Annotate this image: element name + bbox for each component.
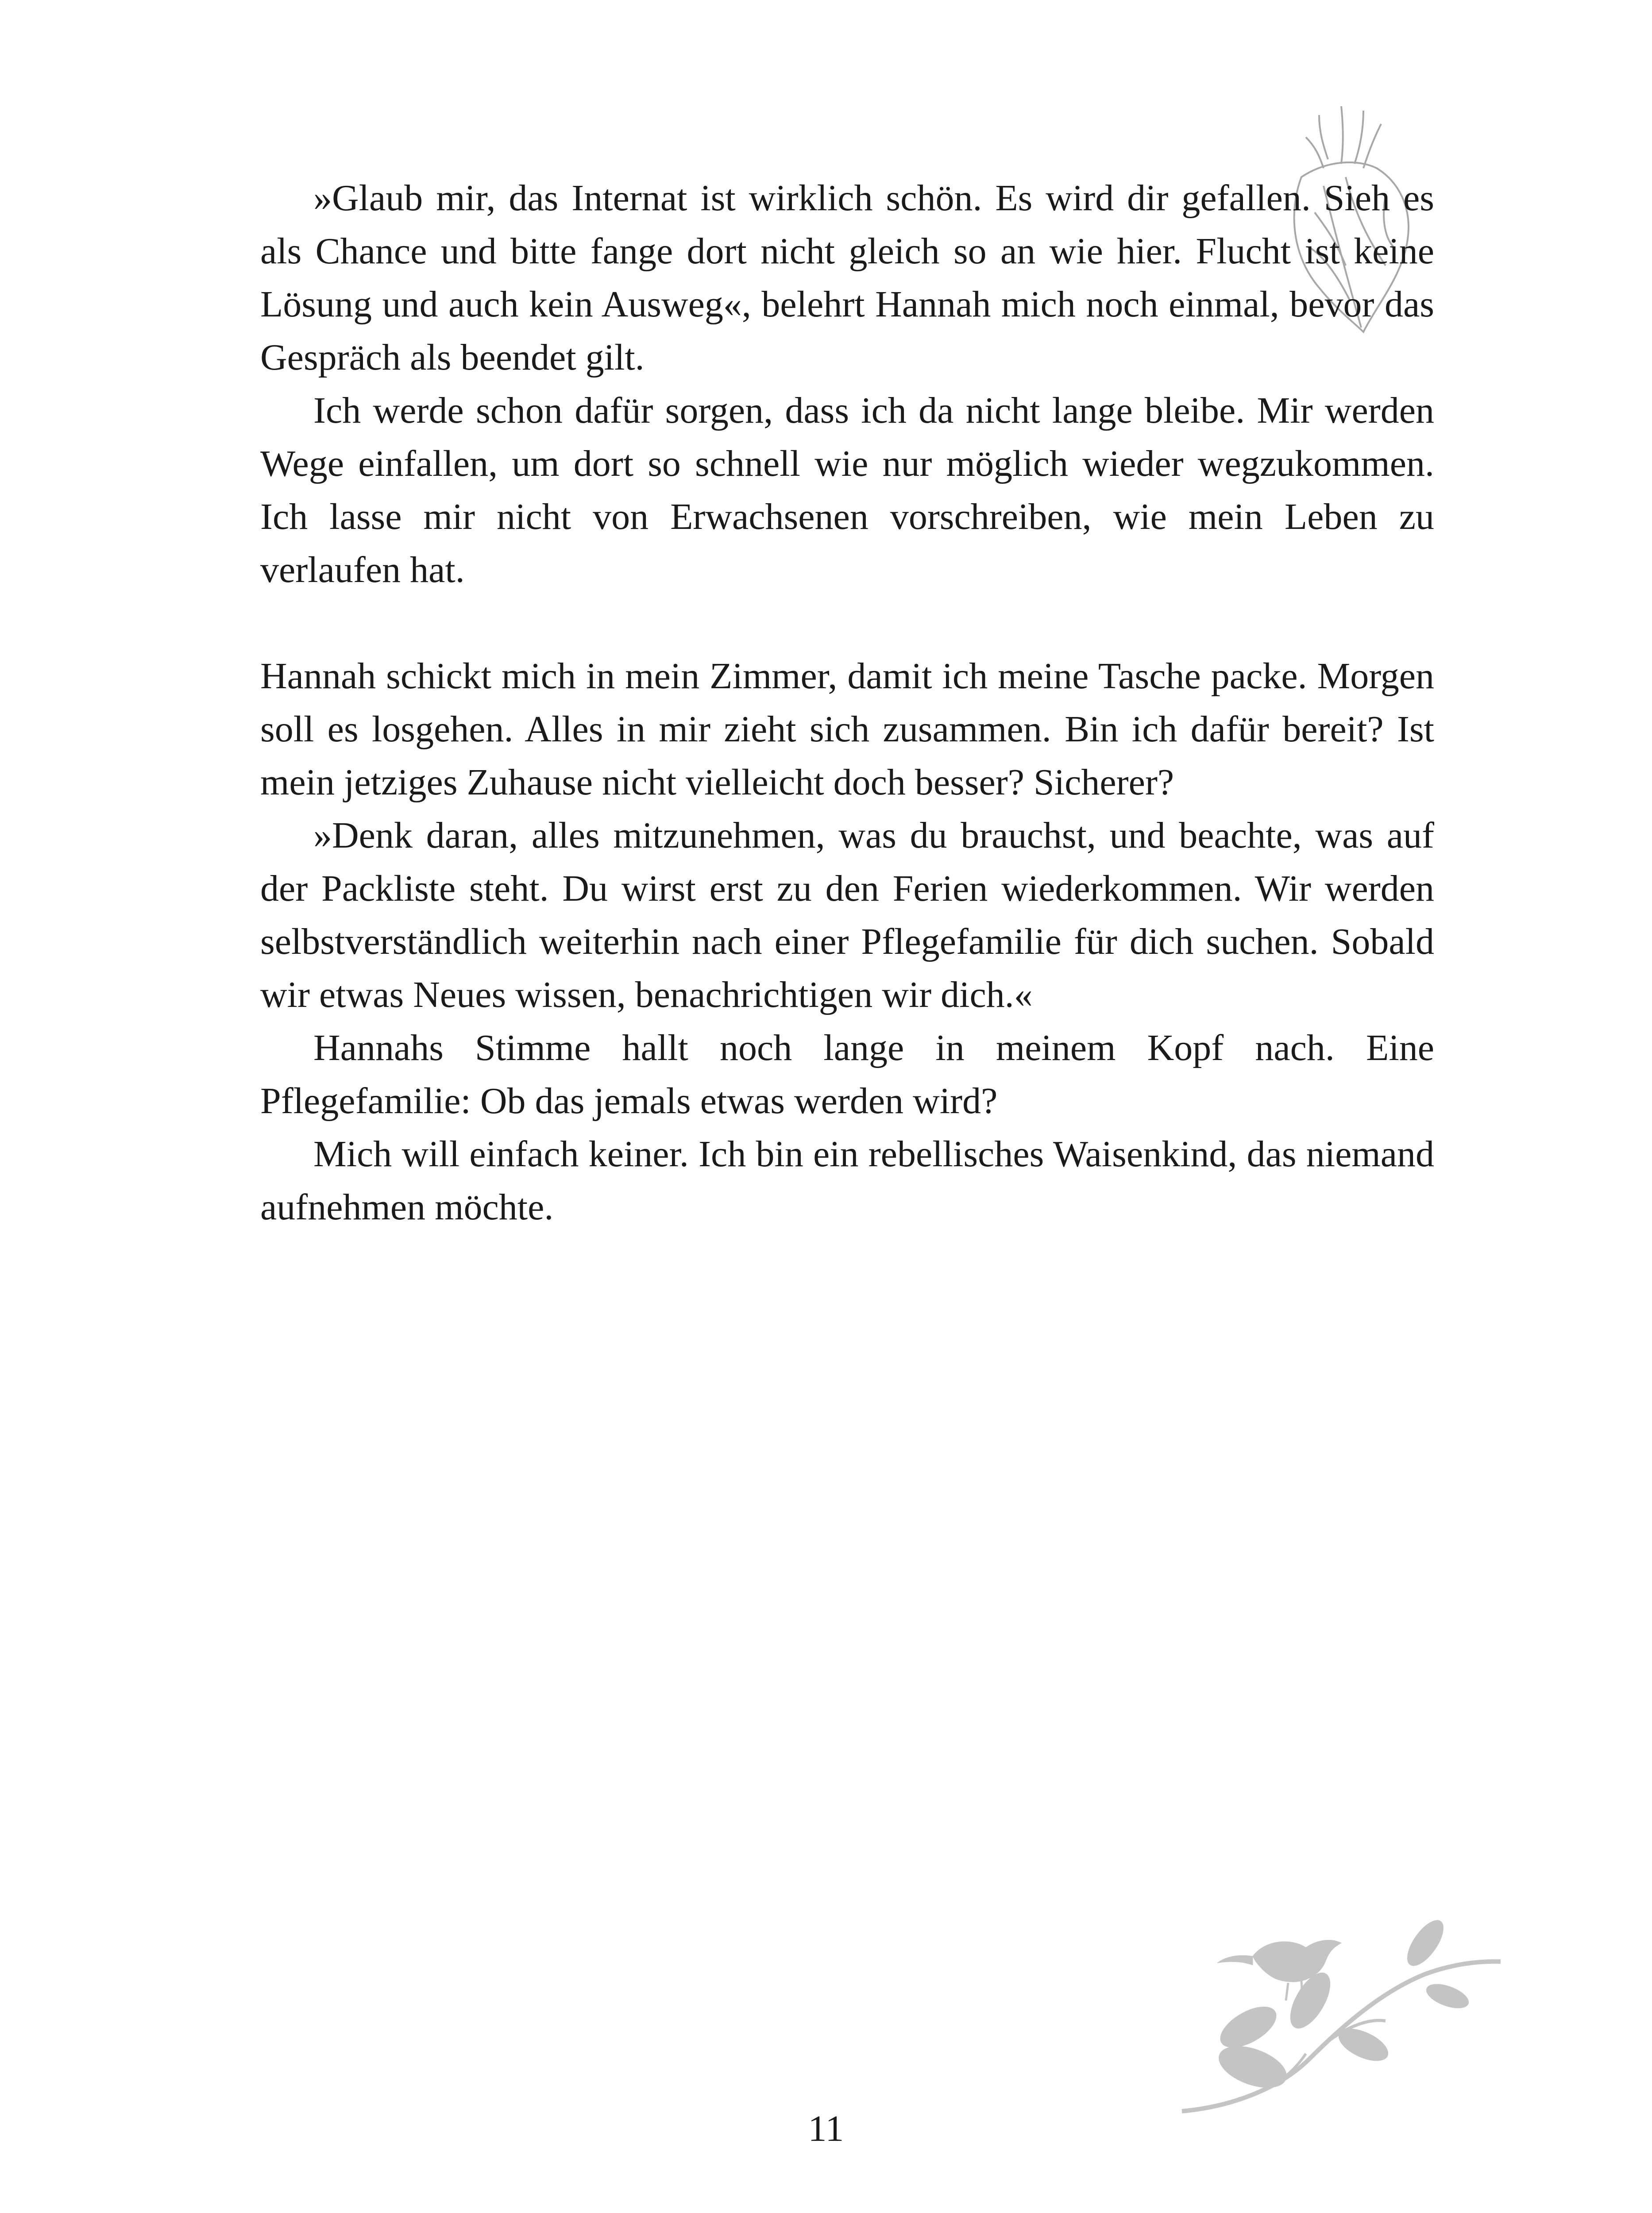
paragraph: Mich will einfach keiner. Ich bin ein rebellisches Waisenkind, das niemand aufnehmen möchte. xyxy=(260,1133,1434,1228)
paragraph: »Denk daran, alles mitzunehmen, was du brauchst, und beachte, was auf der Packliste steht. Du wirst erst zu den Ferien wiederkommen. Wir werden selbstverständlich weiterhin nach einer Pflegefamilie für dich suchen. Sobald wir etwas Neues wissen, benachrichtigen wir dich.« xyxy=(260,815,1434,1015)
paragraph: »Glaub mir, das Internat ist wirklich schön. Es wird dir gefallen. Sieh es als Chance und bitte fange dort nicht gleich so an wie hier. Flucht ist keine Lösung und auch kein Ausweg«, belehrt Hannah mich noch einmal, bevor das Gespräch als beendet gilt. xyxy=(260,177,1434,378)
body-text xyxy=(260,172,1434,1234)
bird-on-branch-icon xyxy=(1177,1912,1505,2116)
paragraph: Hannahs Stimme hallt noch lange in meinem Kopf nach. Eine Pflegefamilie: Ob das jemals etwas werden wird? xyxy=(260,1027,1434,1122)
page-number: 11 xyxy=(808,2108,844,2149)
paragraph: Hannah schickt mich in mein Zimmer, damit ich meine Tasche packe. Morgen soll es losgehen. Alles in mir zieht sich zusammen. Bin ich dafür bereit? Ist mein jetziges Zuhause nicht vielleicht doch besser? Sicherer? xyxy=(260,655,1434,803)
paragraph: Ich werde schon dafür sorgen, dass ich da nicht lange bleibe. Mir werden Wege einfallen, um dort so schnell wie nur möglich wieder wegzukommen. Ich lasse mir nicht von Erwachsenen vorschreiben, wie mein Leben zu verlaufen hat. xyxy=(260,390,1434,590)
